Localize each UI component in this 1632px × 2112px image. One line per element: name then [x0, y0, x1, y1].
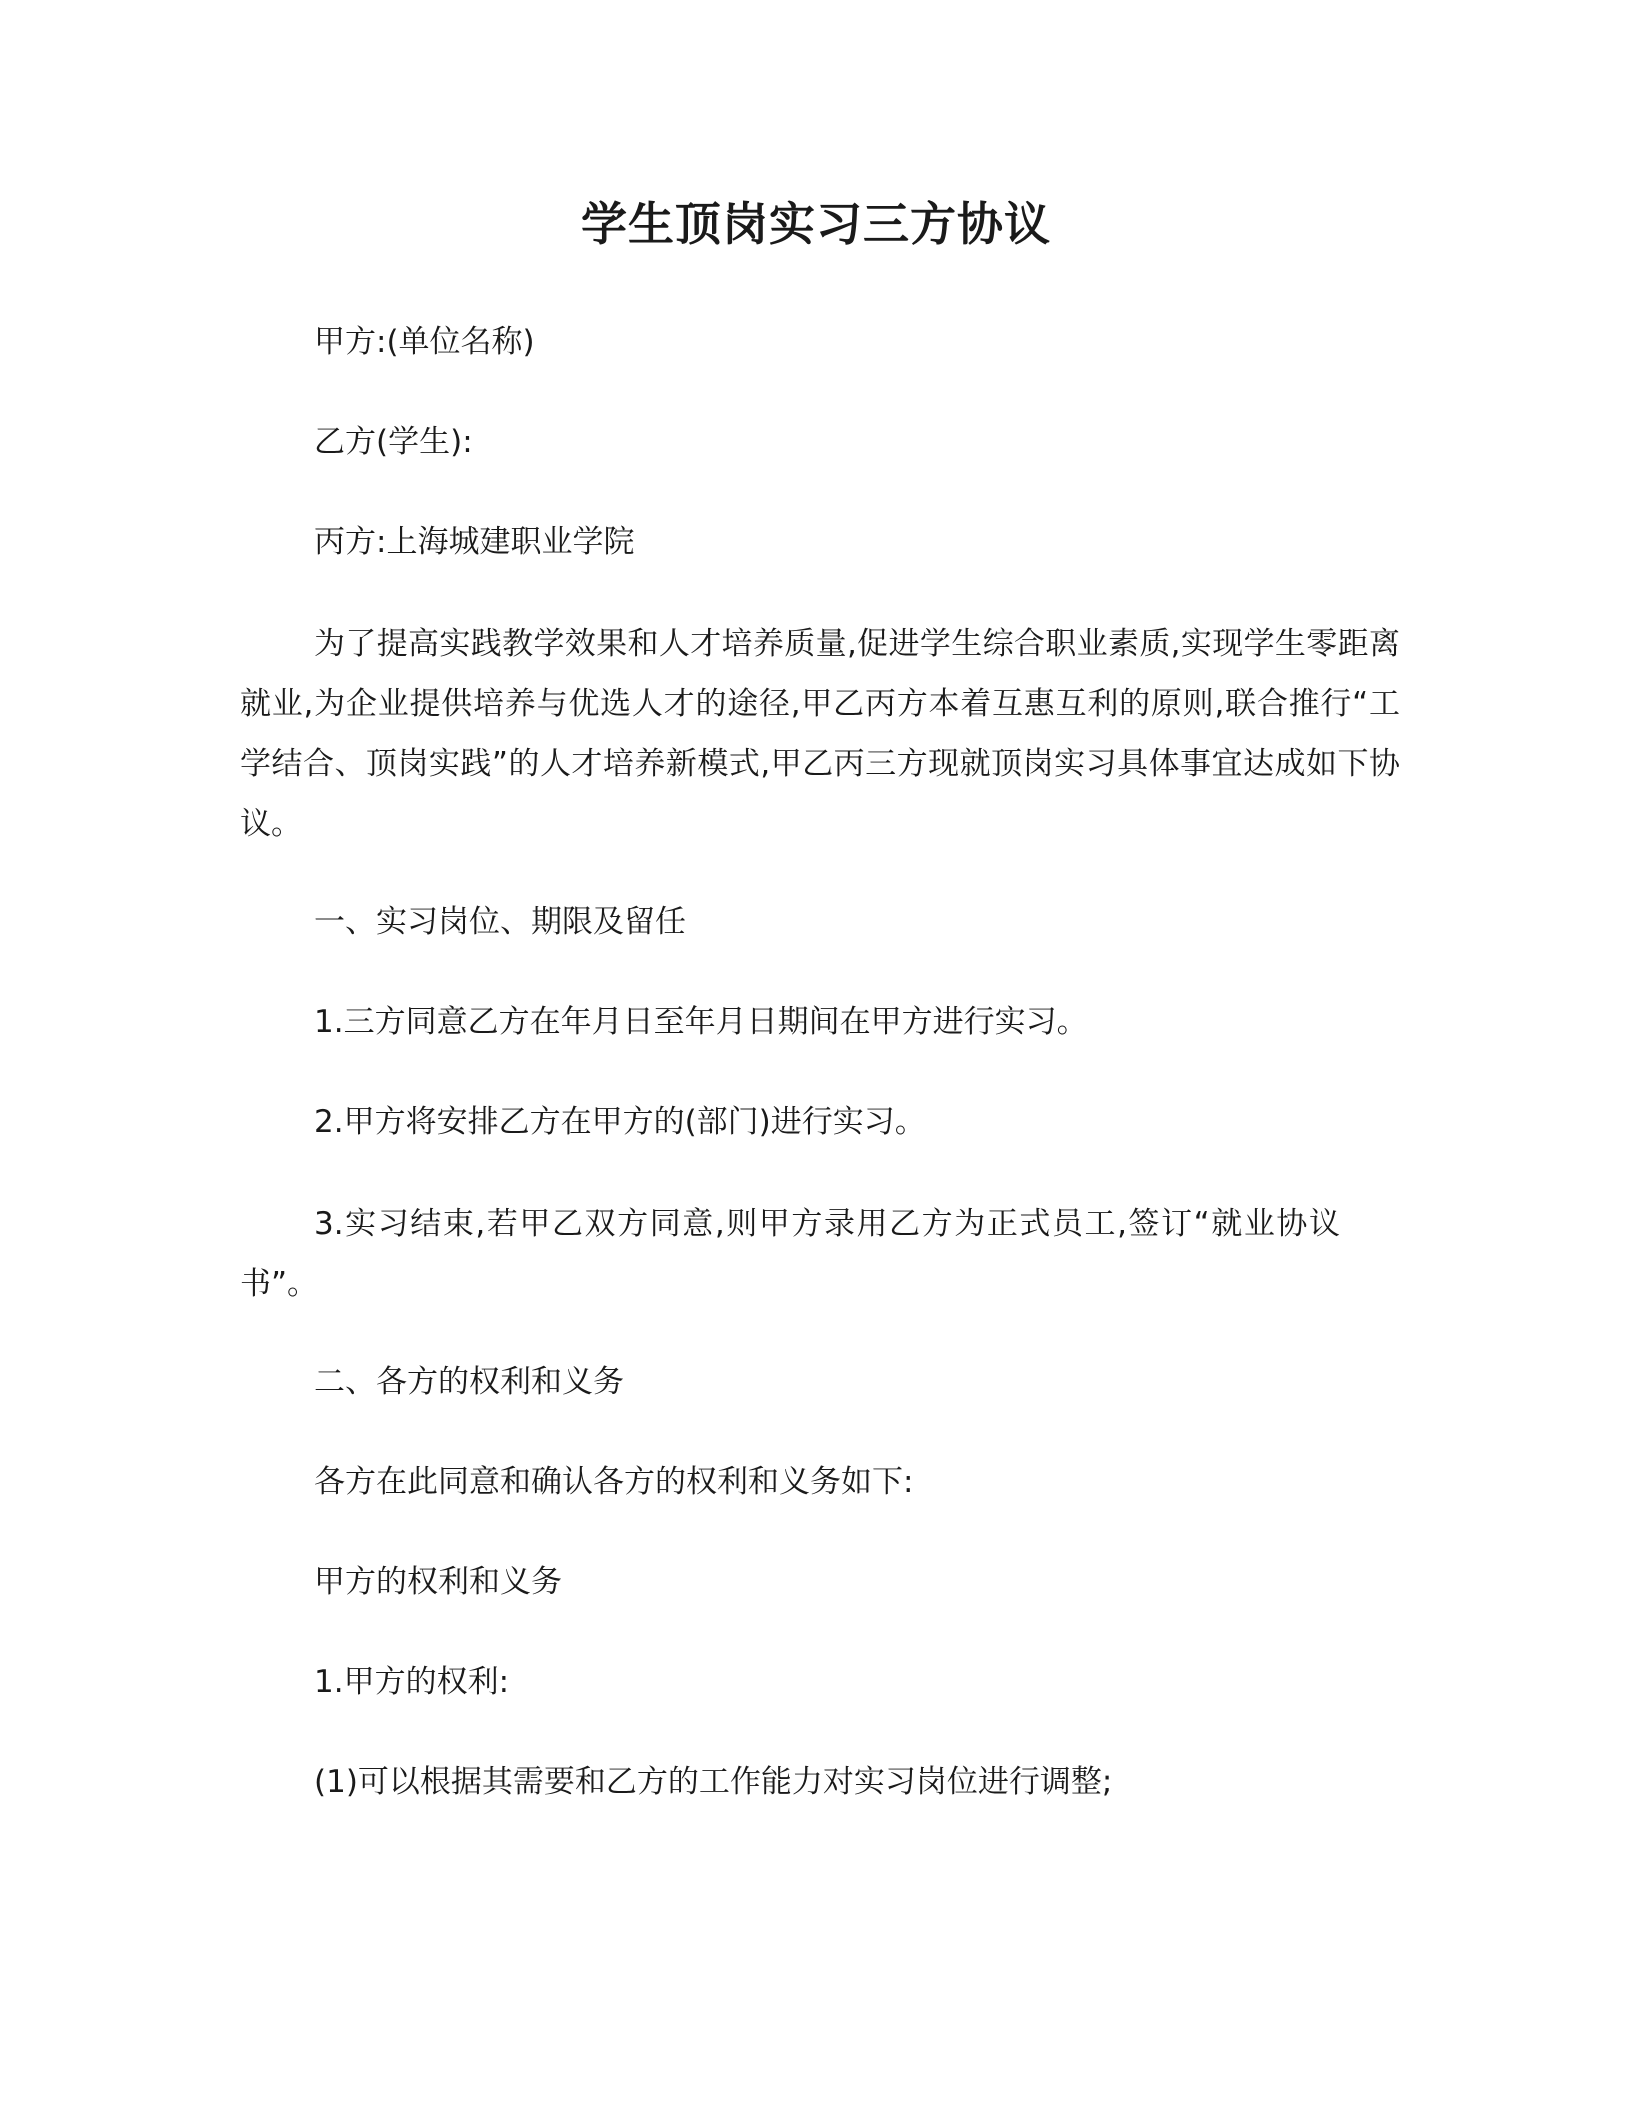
document-title: 学生顶岗实习三方协议 — [581, 197, 1051, 251]
intro-paragraph: 为了提高实践教学效果和人才培养质量,促进学生综合职业素质,实现学生零距离就业,为企业提供培养与优选人才的途径,甲乙丙方本着互惠互利的原则,联合推行“工学结合、顶岗实践”的人才培养新模式,甲乙丙三方现就顶岗实习具体事宜达成如下协议。 — [240, 626, 1400, 842]
party-a-rights-heading: 甲方的权利和义务 — [314, 1564, 562, 1600]
party-a-line: 甲方:(单位名称) — [314, 324, 535, 360]
party-c-line: 丙方:上海城建职业学院 — [314, 524, 635, 560]
party-a-rights-item-1: 1.甲方的权利: — [314, 1664, 510, 1700]
section-2-intro: 各方在此同意和确认各方的权利和义务如下: — [314, 1464, 914, 1500]
section-1-item-2: 2.甲方将安排乙方在甲方的(部门)进行实习。 — [314, 1104, 926, 1140]
party-b-line: 乙方(学生): — [314, 424, 473, 460]
section-1-heading: 一、实习岗位、期限及留任 — [314, 904, 686, 940]
party-a-rights-sub-1: (1)可以根据其需要和乙方的工作能力对实习岗位进行调整; — [314, 1764, 1113, 1800]
section-2-heading: 二、各方的权利和义务 — [314, 1364, 624, 1400]
section-1-item-3: 3.实习结束,若甲乙双方同意,则甲方录用乙方为正式员工,签订“就业协议书”。 — [240, 1206, 1340, 1302]
section-1-item-1: 1.三方同意乙方在年月日至年月日期间在甲方进行实习。 — [314, 1004, 1088, 1040]
